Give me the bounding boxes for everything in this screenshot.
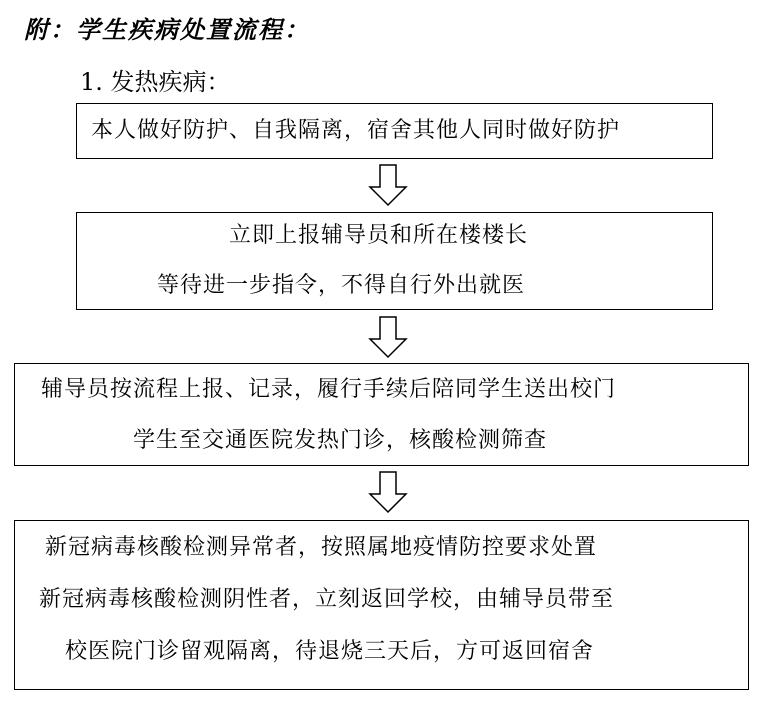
flow-step-3 [14, 363, 749, 466]
flow-step-2 [76, 212, 713, 310]
flow-step-1-line-1: 本人做好防护、自我隔离，宿舍其他人同时做好防护 [91, 118, 621, 143]
flow-step-4-line-2: 新冠病毒核酸检测阴性者，立刻返回学校，由辅导员带至 [39, 587, 615, 612]
flow-step-4-line-3: 校医院门诊留观隔离，待退烧三天后，方可返回宿舍 [65, 639, 595, 664]
flow-step-1 [76, 103, 713, 159]
down-arrow-icon [368, 470, 408, 514]
flow-step-4 [14, 520, 749, 690]
flow-step-2-line-1: 立即上报辅导员和所在楼楼长 [229, 223, 529, 248]
flow-step-3-line-1: 辅导员按流程上报、记录，履行手续后陪同学生送出校门 [41, 377, 617, 402]
flow-step-2-line-2: 等待进一步指令，不得自行外出就医 [157, 273, 526, 298]
section-title: 1. 发热疾病： [80, 68, 231, 96]
page-title: 附：学生疾病处置流程： [24, 15, 310, 44]
flow-step-4-line-1: 新冠病毒核酸检测异常者，按照属地疫情防控要求处置 [45, 535, 598, 560]
down-arrow-icon [368, 163, 408, 207]
flow-step-3-line-2: 学生至交通医院发热门诊，核酸检测筛查 [133, 428, 548, 453]
down-arrow-icon [368, 315, 408, 359]
